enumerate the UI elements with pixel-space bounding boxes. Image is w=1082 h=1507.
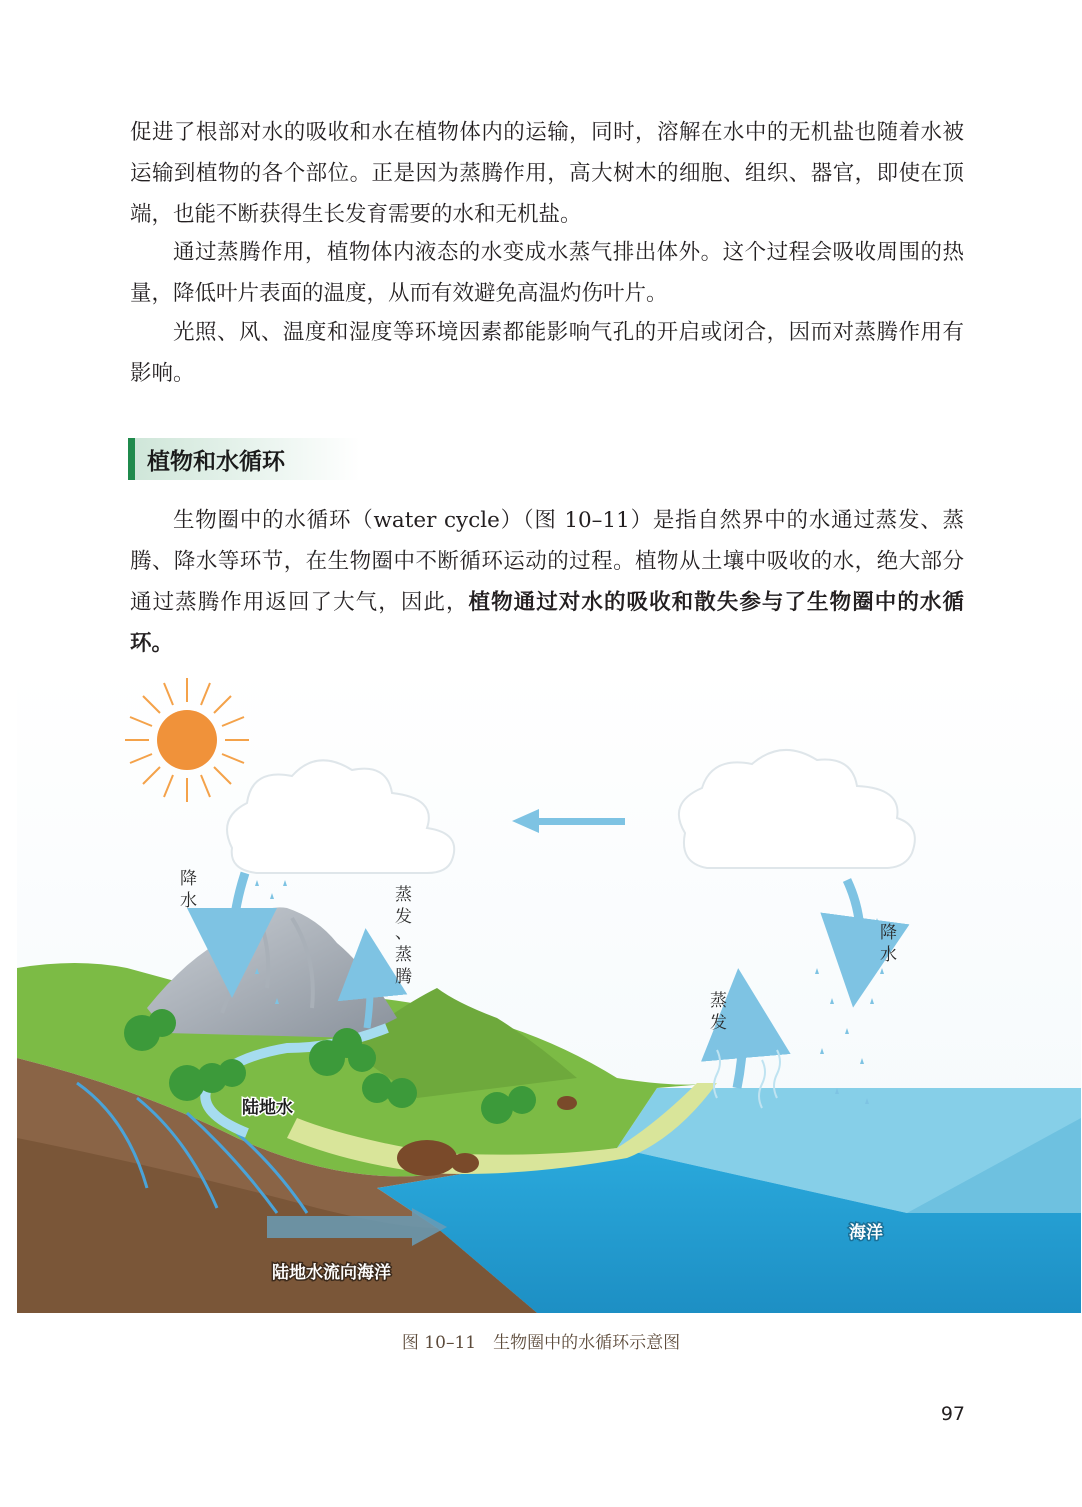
body-paragraph-4 bbox=[130, 500, 964, 664]
sun-icon bbox=[125, 678, 249, 802]
label-precip-left-1: 降 bbox=[180, 869, 197, 889]
label-evap-sea-2: 发 bbox=[710, 1013, 727, 1033]
evap-trans-arrow bbox=[367, 963, 370, 1028]
label-evap-trans-4: 蒸 bbox=[395, 945, 412, 965]
label-evap-trans-5: 腾 bbox=[395, 967, 412, 987]
label-land-water: 陆地水 bbox=[242, 1098, 293, 1118]
label-evap-sea-1: 蒸 bbox=[710, 991, 727, 1011]
body-paragraph-1: 促进了根部对水的吸收和水在植物体内的运输，同时，溶解在水中的无机盐也随着水被运输到植物的各个部位。正是因为蒸腾作用，高大树木的细胞、组织、器官，即使在顶端，也能不断获得生长发育需要的水和无机盐。 bbox=[130, 120, 964, 227]
label-evap-trans-3: 、 bbox=[395, 923, 412, 943]
water-cycle-figure bbox=[17, 668, 1081, 1313]
label-evap-trans-1: 蒸 bbox=[395, 885, 412, 905]
label-ocean: 海洋 bbox=[849, 1223, 883, 1243]
label-precip-right-1: 降 bbox=[880, 923, 897, 943]
label-evap-trans-2: 发 bbox=[395, 907, 412, 927]
section-heading bbox=[128, 438, 360, 480]
paragraph-4-text: 生物圈中的水循环（water cycle）（图 10–11）是指自然界中的水通过蒸发、蒸腾、降水等环节，在生物圈中不断循环运动的过程。植物从土壤中吸收的水，绝大部分通过蒸腾作用返回了大气，因此， bbox=[130, 508, 964, 615]
paragraph-4-emphasis: 植物通过对水的吸收和散失参与了生物圈中的水循环。 bbox=[130, 590, 964, 656]
body-paragraph-3: 光照、风、温度和湿度等环境因素都能影响气孔的开启或闭合，因而对蒸腾作用有影响。 bbox=[130, 320, 964, 386]
body-paragraph-2: 通过蒸腾作用，植物体内液态的水变成水蒸气排出体外。这个过程会吸收周围的热量，降低叶片表面的温度，从而有效避免高温灼伤叶片。 bbox=[130, 240, 964, 306]
label-precip-left-2: 水 bbox=[180, 891, 197, 911]
label-runoff: 陆地水流向海洋 bbox=[272, 1263, 391, 1283]
page-number: 97 bbox=[940, 1403, 965, 1425]
figure-caption: 图 10–11 生物圈中的水循环示意图 bbox=[401, 1333, 681, 1353]
section-title: 植物和水循环 bbox=[147, 448, 285, 475]
label-precip-right-2: 水 bbox=[880, 945, 897, 965]
